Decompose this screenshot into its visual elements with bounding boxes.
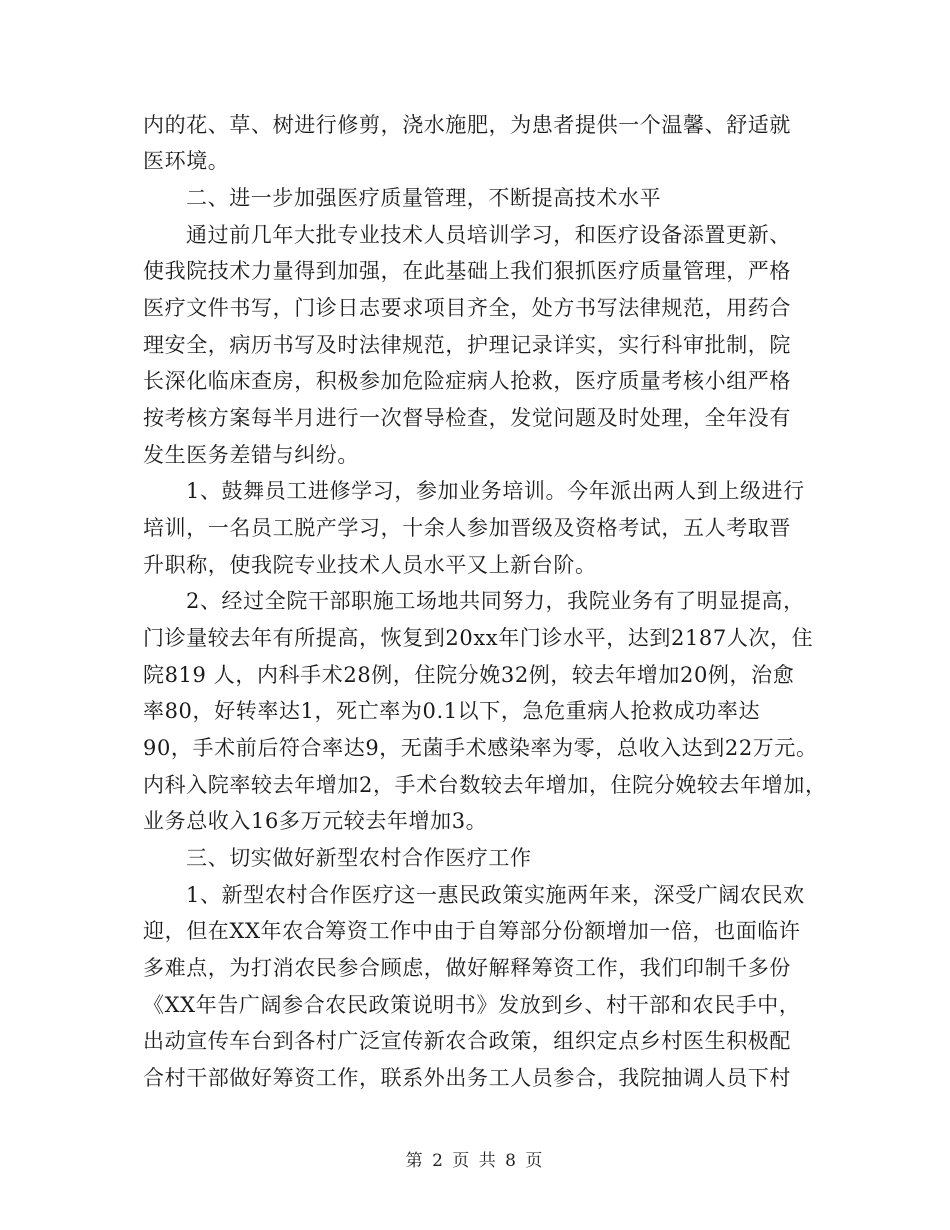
text-line: 使我院技术力量得到加强，在此基础上我们狠抓医疗质量管理，严格 — [143, 259, 791, 283]
text-line: 长深化临床查房，积极参加危险症病人抢救，医疗质量考核小组严格 — [143, 369, 791, 393]
text-line: 《XX年告广阔参合农民政策说明书》发放到乡、村干部和农民手中， — [143, 993, 801, 1017]
text-line: 多难点，为打消农民参合顾虑，做好解释筹资工作，我们印制千多份 — [143, 956, 791, 980]
text-line: 1、鼓舞员工进修学习，参加业务培训。今年派出两人到上级进行 — [186, 479, 805, 503]
text-line: 医疗文件书写，门诊日志要求项目齐全，处方书写法律规范，用药合 — [143, 296, 791, 320]
text-line: 2、经过全院干部职施工场地共同努力，我院业务有了明显提高， — [186, 589, 805, 613]
text-line: 出动宣传车台到各村广泛宣传新农合政策，组织定点乡村医生积极配 — [143, 1029, 791, 1053]
text-line: 内科入院率较去年增加2，手术台数较去年增加，住院分娩较去年增加， — [143, 773, 827, 797]
page-number-footer: 第 2 页 共 8 页 — [405, 1151, 545, 1171]
text-line: 1、新型农村合作医疗这一惠民政策实施两年来，深受广阔农民欢 — [186, 883, 805, 907]
text-line: 合村干部做好筹资工作，联系外出务工人员参合，我院抽调人员下村 — [143, 1066, 791, 1090]
section-heading: 三、切实做好新型农村合作医疗工作 — [186, 846, 532, 870]
text-line: 发生医务差错与纠纷。 — [143, 443, 359, 467]
section-heading: 二、进一步加强医疗质量管理，不断提高技术水平 — [186, 186, 662, 210]
text-line: 门诊量较去年有所提高，恢复到20xx年门诊水平，达到2187人次，住 — [143, 626, 814, 650]
text-line: 升职称，使我院专业技术人员水平又上新台阶。 — [143, 553, 597, 577]
text-line: 按考核方案每半月进行一次督导检查，发觉问题及时处理，全年没有 — [143, 406, 791, 430]
text-line: 医环境。 — [143, 149, 230, 173]
text-line: 业务总收入16多万元较去年增加3。 — [143, 809, 488, 833]
text-line: 理安全，病历书写及时法律规范，护理记录详实，实行科审批制，院 — [143, 333, 791, 357]
text-line: 率80，好转率达1，死亡率为0.1以下，急危重病人抢救成功率达 — [143, 699, 761, 723]
text-line: 迎，但在XX年农合筹资工作中由于自筹部分份额增加一倍，也面临许 — [143, 919, 801, 943]
text-line: 通过前几年大批专业技术人员培训学习，和医疗设备添置更新、 — [186, 223, 791, 247]
text-line: 内的花、草、树进行修剪，浇水施肥，为患者提供一个温馨、舒适就 — [143, 113, 791, 137]
text-line: 90，手术前后符合率达9，无菌手术感染率为零，总收入达到22万元。 — [143, 736, 818, 760]
text-line: 院819 人，内科手术28例，住院分娩32例，较去年增加20例，治愈 — [143, 663, 795, 687]
text-line: 培训，一名员工脱产学习，十余人参加晋级及资格考试，五人考取晋 — [143, 516, 791, 540]
